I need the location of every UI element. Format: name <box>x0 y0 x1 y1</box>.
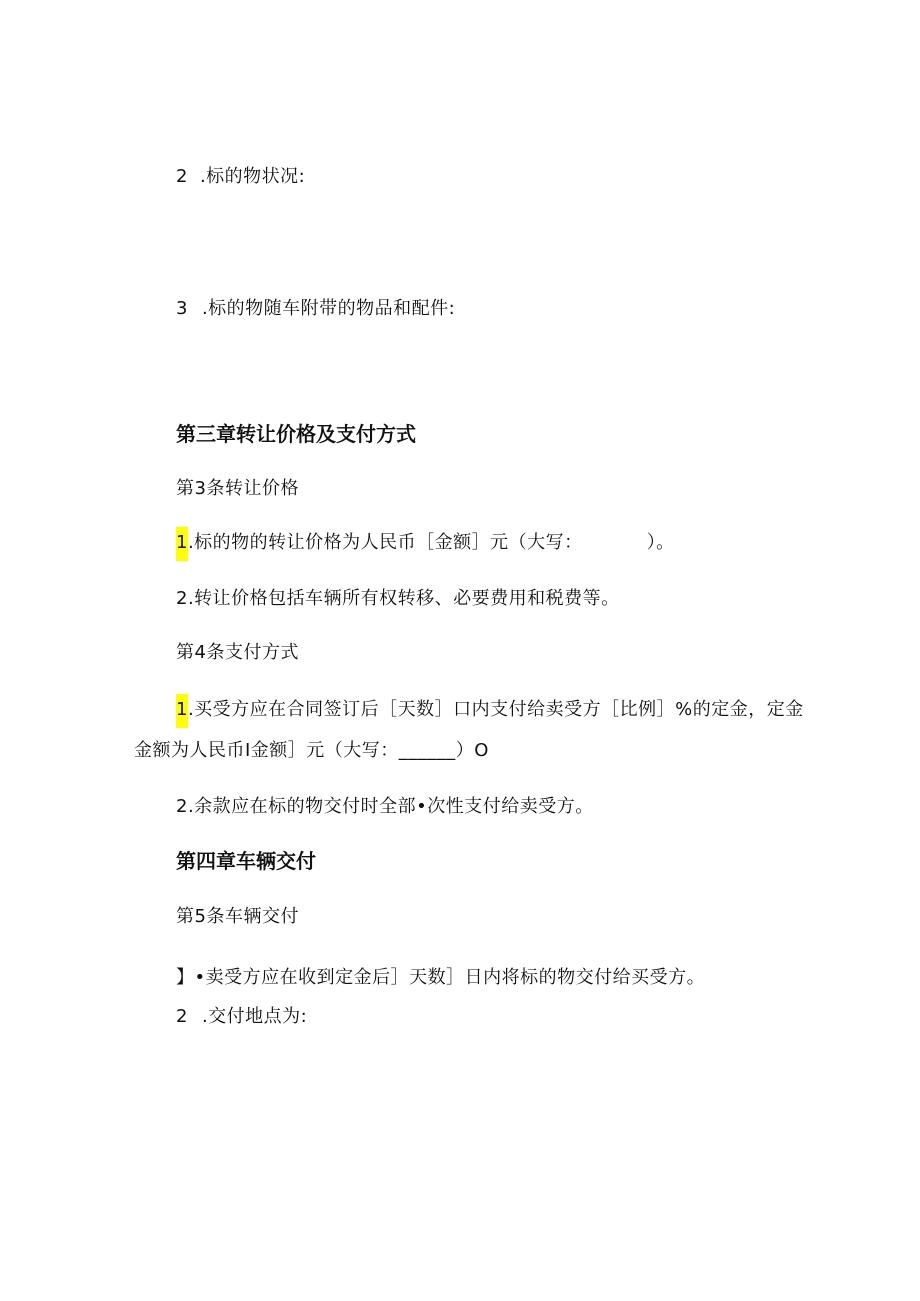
item-number: 2 <box>176 166 188 187</box>
item-text-end: ）。 <box>646 532 675 553</box>
highlighted-item-number: 1 <box>176 527 188 561</box>
article-4-item-2: 2.余款应在标的物交付时全部•次性支付给卖受方。 <box>176 796 594 817</box>
article-3-title: 第3条转让价格 <box>176 478 299 499</box>
article-4-item-1-line-2: 金额为人民币I金额］元（大写：______）O <box>134 740 489 761</box>
article-3-item-1 <box>176 531 675 561</box>
chapter-4-title: 第四章车辆交付 <box>176 849 316 873</box>
item-text: .标的物的转让价格为人民币［金额］元（大写： <box>187 532 583 553</box>
item-number: 3 <box>176 298 188 319</box>
item-2-condition <box>176 165 305 189</box>
article-5-item-1: 】•卖受方应在收到定金后］天数］日内将标的物交付给买受方。 <box>176 967 706 988</box>
article-4-item-1-line-1 <box>176 698 804 728</box>
chapter-3-title: 第三章转让价格及支付方式 <box>176 422 416 446</box>
item-text: .交付地点为: <box>201 1006 308 1027</box>
item-text: .标的物随车附带的物品和配件: <box>201 298 456 319</box>
item-text: .标的物状况: <box>199 166 306 187</box>
article-5-title: 第5条车辆交付 <box>176 906 299 927</box>
item-text: .买受方应在合同签订后［天数］口内支付给卖受方［比例］%的定金，定金 <box>187 699 804 720</box>
item-3-accessories <box>176 297 455 321</box>
item-number: 2 <box>176 1006 188 1027</box>
highlighted-item-number: 1 <box>176 694 188 728</box>
article-4-title: 第4条支付方式 <box>176 642 299 663</box>
article-5-item-2 <box>176 1005 307 1029</box>
article-3-item-2: 2.转让价格包括车辆所有权转移、必要费用和税费等。 <box>176 588 620 609</box>
